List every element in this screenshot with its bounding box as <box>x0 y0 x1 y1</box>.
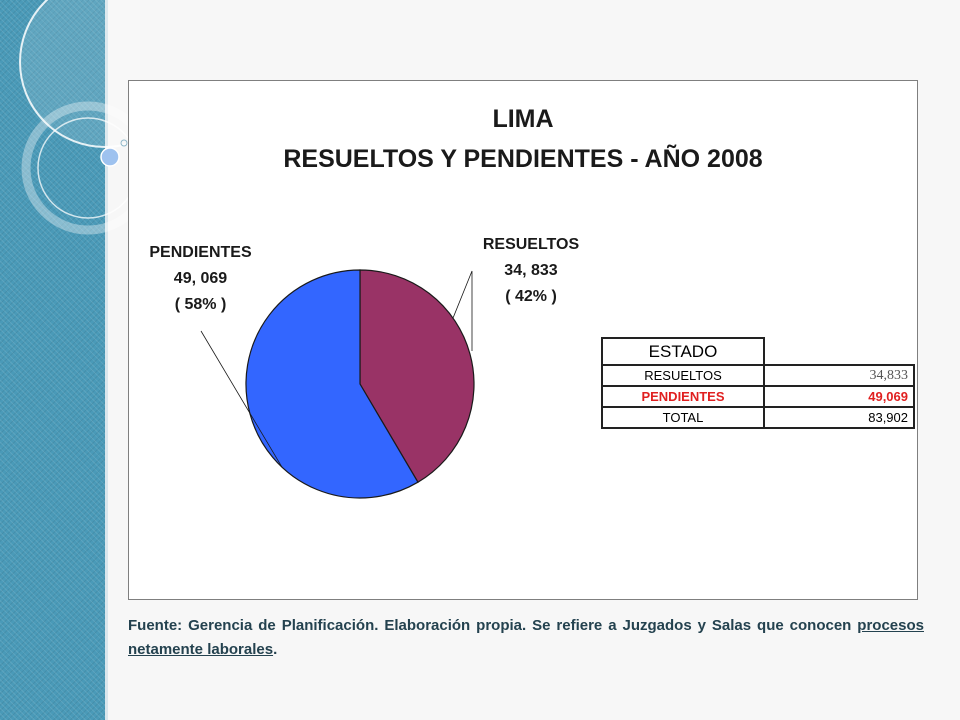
source-text: Fuente: Gerencia de Planificación. Elaboración propia. Se refiere a Juzgados y Salas que conocen <box>128 617 858 634</box>
pendientes-label-name: PENDIENTES <box>149 244 252 261</box>
chart-frame <box>128 80 918 600</box>
table-row <box>602 365 914 386</box>
table-cell-label: TOTAL <box>602 407 764 428</box>
pendientes-data-label <box>143 240 258 318</box>
table-row <box>602 386 914 407</box>
table-row <box>602 407 914 428</box>
source-note <box>128 614 924 662</box>
estado-table <box>601 337 915 429</box>
resueltos-label-value: 34, 833 <box>504 262 558 279</box>
resueltos-label-name: RESUELTOS <box>482 236 580 253</box>
source-underlined-text: procesos netamente laborales <box>128 617 924 658</box>
decorative-circles <box>0 0 140 260</box>
table-header-empty <box>764 338 914 365</box>
pendientes-label-percent: ( 58% ) <box>174 296 227 313</box>
resueltos-data-label <box>471 232 591 310</box>
table-cell-label: PENDIENTES <box>602 386 764 407</box>
chart-title: LIMA <box>492 105 554 133</box>
chart-subtitle: RESUELTOS Y PENDIENTES - AÑO 2008 <box>283 145 763 173</box>
table-cell-value: 83,902 <box>764 407 914 428</box>
resueltos-label-percent: ( 42% ) <box>505 288 557 305</box>
pendientes-label-value: 49, 069 <box>173 270 228 287</box>
table-cell-value: 34,833 <box>764 365 914 386</box>
table-header-row <box>602 338 914 365</box>
source-end: . <box>273 641 278 658</box>
table-cell-label: RESUELTOS <box>602 365 764 386</box>
table-header-cell: ESTADO <box>602 338 764 365</box>
table-cell-value: 49,069 <box>764 386 914 407</box>
